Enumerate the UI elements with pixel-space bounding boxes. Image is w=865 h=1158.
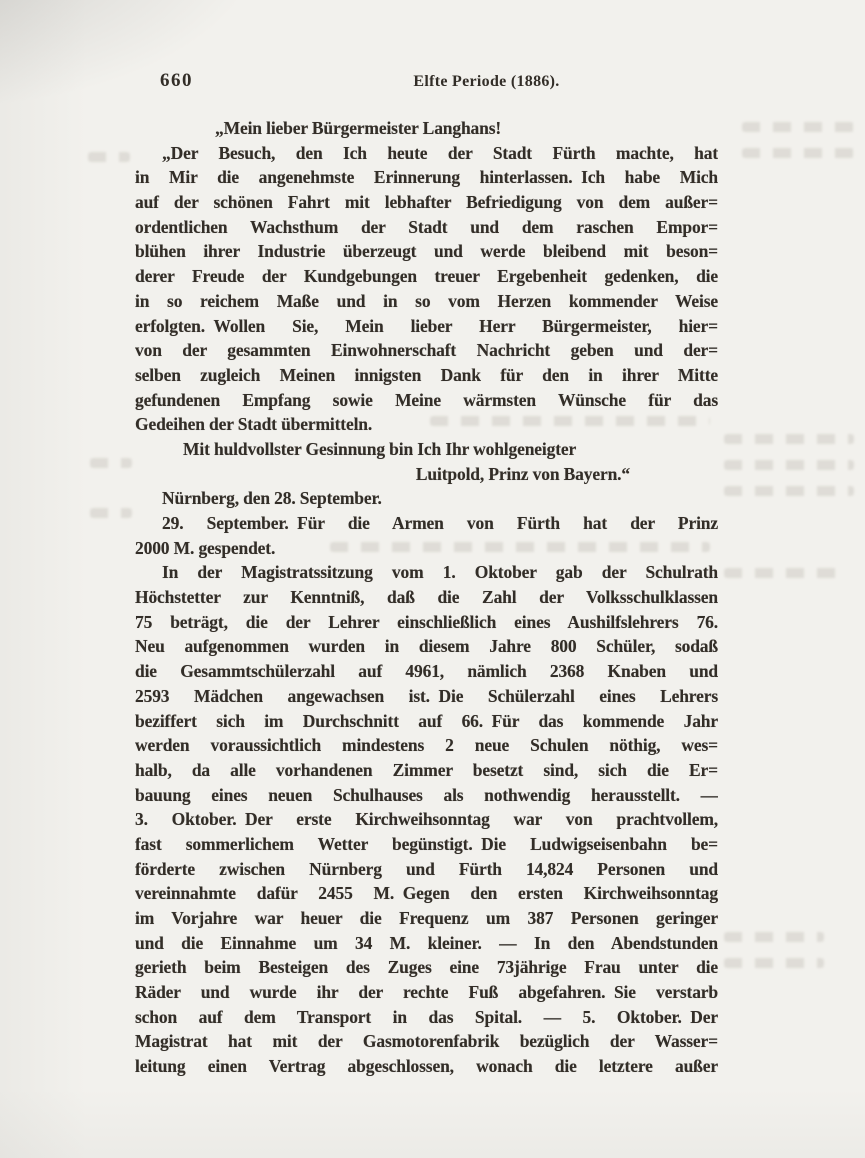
text-line: vereinnahmte dafür 2455 M. Gegen den ersten Kirchweihsonntag (135, 883, 718, 904)
text-line: blühen ihrer Industrie überzeugt und werde bleibend mit beson= (135, 241, 718, 262)
text-line: fast sommerlichem Wetter begünstigt. Die Ludwigseisenbahn be= (135, 833, 718, 854)
bleedthrough-artifact (724, 958, 824, 968)
text-line: 2593 Mädchen angewachsen ist. Die Schülerzahl eines Lehrers (135, 685, 718, 706)
text-line: bauung eines neuen Schulhauses als nothwendig herausstellt. — (135, 784, 718, 805)
page-number: 660 (160, 70, 193, 91)
bleedthrough-artifact (88, 152, 130, 162)
bleedthrough-artifact (724, 568, 844, 578)
text-line: Neu aufgenommen wurden in diesem Jahre 800 Schüler, sodaß (135, 636, 718, 657)
text-line: erfolgten. Wollen Sie, Mein lieber Herr Bürgermeister, hier= (135, 315, 718, 336)
bleedthrough-artifact (724, 460, 854, 470)
text-line: Höchstetter zur Kenntniß, daß die Zahl der Volksschulklassen (135, 587, 718, 608)
text-line: in so reichem Maße und in so vom Herzen kommender Weise (135, 290, 718, 311)
text-line: gefundenen Empfang sowie Meine wärmsten Wünsche für das (135, 389, 718, 410)
text-line: in Mir die angenehmste Erinnerung hinterlassen. Ich habe Mich (135, 167, 718, 188)
bleedthrough-artifact (724, 486, 854, 496)
text-line: schon auf dem Transport in das Spital. — 5. Oktober. Der (135, 1006, 718, 1027)
text-line: die Gesammtschülerzahl auf 4961, nämlich 2368 Knaben und (135, 661, 718, 682)
text-line: „Der Besuch, den Ich heute der Stadt Fürth machte, hat (162, 142, 718, 163)
text-line: von der gesammten Einwohnerschaft Nachricht geben und der= (135, 340, 718, 361)
bleedthrough-artifact (724, 932, 824, 942)
text-line: „Mein lieber Bürgermeister Langhans! (215, 118, 502, 138)
text-line: In der Magistratssitzung vom 1. Oktober gab der Schulrath (162, 562, 718, 583)
text-line: auf der schönen Fahrt mit lebhafter Befriedigung von dem außer= (135, 192, 718, 213)
text-line: werden voraussichtlich mindestens 2 neue Schulen nöthig, wes= (135, 735, 718, 756)
text-line: 29. September. Für die Armen von Fürth hat der Prinz (162, 513, 718, 533)
bleedthrough-artifact (90, 458, 132, 468)
bleedthrough-artifact (742, 122, 854, 132)
text-line: im Vorjahre war heuer die Frequenz um 387 Personen geringer (135, 908, 718, 928)
text-line: Nürnberg, den 28. September. (162, 488, 382, 509)
bleedthrough-artifact (90, 508, 132, 518)
text-line: halb, da alle vorhandenen Zimmer besetzt sind, sich die Er= (135, 759, 718, 780)
text-line: förderte zwischen Nürnberg und Fürth 14,824 Personen und (135, 858, 718, 879)
text-line: Mit huldvollster Gesinnung bin Ich Ihr wohlgeneigter (183, 438, 577, 459)
text-line: selben zugleich Meinen innigsten Dank für den in ihrer Mitte (135, 364, 718, 385)
text-line: Magistrat hat mit der Gasmotorenfabrik bezüglich der Wasser= (135, 1031, 718, 1052)
text-line: derer Freude der Kundgebungen treuer Ergebenheit gedenken, die (135, 266, 718, 287)
running-header: Elfte Periode (1886). (413, 73, 560, 90)
text-line: leitung einen Vertrag abgeschlossen, wonach die letztere außer (135, 1056, 718, 1077)
text-line: Luitpold, Prinz von Bayern.“ (415, 463, 630, 484)
bleedthrough-artifact (724, 434, 854, 444)
text-line: 2000 M. gespendet. (135, 537, 276, 558)
text-line: 75 beträgt, die der Lehrer einschließlich eines Aushilfslehrers 76. (135, 611, 718, 632)
body-text (135, 116, 718, 1079)
text-line: gerieth beim Besteigen des Zuges eine 73jährige Frau unter die (135, 957, 718, 978)
text-line: 3. Oktober. Der erste Kirchweihsonntag war von prachtvollem, (135, 809, 718, 830)
text-line: ordentlichen Wachsthum der Stadt und dem raschen Empor= (135, 216, 718, 237)
text-line: beziffert sich im Durchschnitt auf 66. Für das kommende Jahr (135, 710, 718, 731)
text-line: Gedeihen der Stadt übermitteln. (135, 414, 373, 435)
text-line: und die Einnahme um 34 M. kleiner. — In den Abendstunden (135, 932, 718, 953)
text-line: Räder und wurde ihr der rechte Fuß abgefahren. Sie verstarb (135, 982, 718, 1003)
bleedthrough-artifact (742, 148, 854, 158)
